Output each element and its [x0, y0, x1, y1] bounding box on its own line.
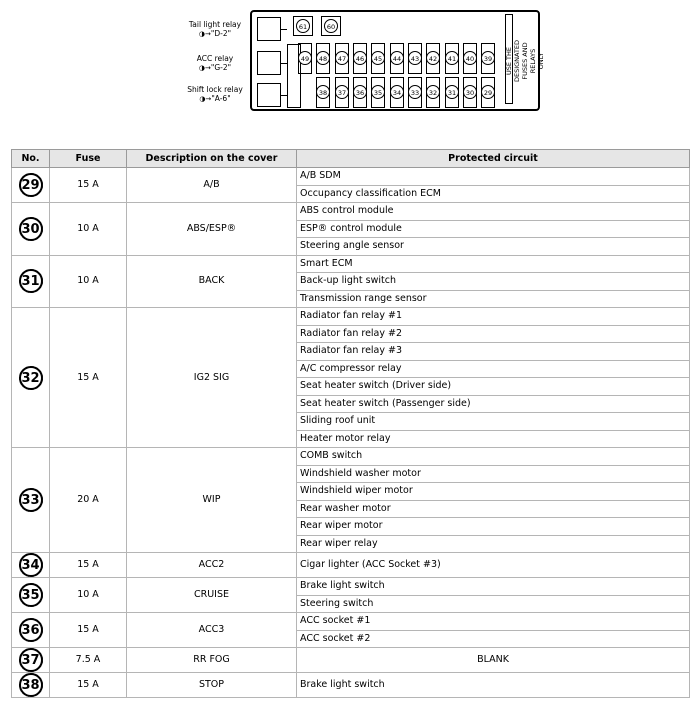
- fuse-number-badge: 35: [19, 583, 43, 607]
- fuse-number-cell: [12, 673, 50, 698]
- fuse-number: 48: [316, 51, 330, 65]
- fuse-number-cell: [12, 448, 50, 553]
- protected-circuit-cell: Sliding roof unit: [297, 413, 690, 431]
- fuse-number: 61: [296, 19, 310, 33]
- protected-circuit-cell: Steering switch: [297, 595, 690, 613]
- fuse-rating-cell: 10 A: [50, 203, 127, 256]
- fuse-number-badge: 30: [19, 217, 43, 241]
- fuse-slot-42: [426, 43, 440, 74]
- fuse-rating-cell: 7.5 A: [50, 648, 127, 673]
- relay-box-acc: [257, 51, 281, 75]
- fuse-slot-49: [298, 43, 312, 74]
- fuse-slot-33: [408, 77, 422, 108]
- fuse-slot-34: [390, 77, 404, 108]
- fuse-number-badge: 33: [19, 488, 43, 512]
- fuse-slot-32: [426, 77, 440, 108]
- protected-circuit-cell: Brake light switch: [297, 673, 690, 698]
- protected-circuit-cell: Brake light switch: [297, 578, 690, 596]
- fuse-slot-44: [390, 43, 404, 74]
- fuse-slot-47: [335, 43, 349, 74]
- protected-circuit-cell: Back-up light switch: [297, 273, 690, 291]
- header-description: Description on the cover: [127, 150, 297, 168]
- protected-circuit-cell: Seat heater switch (Driver side): [297, 378, 690, 396]
- cover-description-cell: ACC2: [127, 553, 297, 578]
- fuse-number: 42: [426, 51, 440, 65]
- fuse-number: 40: [463, 51, 477, 65]
- fuse-number-cell: [12, 203, 50, 256]
- fuse-number-badge: 37: [19, 648, 43, 672]
- fuse-number-cell: [12, 613, 50, 648]
- table-row: [12, 553, 690, 578]
- cover-description-cell: CRUISE: [127, 578, 297, 613]
- fuse-rating-cell: 10 A: [50, 255, 127, 308]
- table-row: [12, 648, 690, 673]
- cover-description-cell: STOP: [127, 673, 297, 698]
- cover-description-cell: RR FOG: [127, 648, 297, 673]
- fuse-number: 31: [445, 85, 459, 99]
- fuse-number: 46: [353, 51, 367, 65]
- fuse-number-badge: 34: [19, 553, 43, 577]
- relay-label-tail-light: [170, 20, 260, 39]
- protected-circuit-cell: ESP® control module: [297, 220, 690, 238]
- relay-label-shift-lock: [170, 85, 260, 104]
- header-fuse: Fuse: [50, 150, 127, 168]
- fuse-number: 30: [463, 85, 477, 99]
- fuse-table: [11, 149, 690, 698]
- fuse-number: 39: [481, 51, 495, 65]
- fuse-number: 29: [481, 85, 495, 99]
- table-header-row: [12, 150, 690, 168]
- protected-circuit-cell: Rear wiper relay: [297, 535, 690, 553]
- relay-name: Tail light relay: [188, 20, 242, 29]
- fuse-table-body: [12, 168, 690, 698]
- relay-lead: [281, 29, 287, 30]
- fuse-number: 35: [371, 85, 385, 99]
- protected-circuit-cell: ACC socket #2: [297, 630, 690, 648]
- fuse-number: 47: [335, 51, 349, 65]
- fuse-number-cell: [12, 578, 50, 613]
- protected-circuit-cell: Radiator fan relay #3: [297, 343, 690, 361]
- relay-box-tail-light: [257, 17, 281, 41]
- fuse-rating-cell: 15 A: [50, 553, 127, 578]
- protected-circuit-cell: Radiator fan relay #1: [297, 308, 690, 326]
- table-row: [12, 168, 690, 186]
- protected-circuit-cell: Occupancy classification ECM: [297, 185, 690, 203]
- fuse-number-badge: 31: [19, 269, 43, 293]
- fuse-number-cell: [12, 168, 50, 203]
- fuse-number: 37: [335, 85, 349, 99]
- fuse-slot-40: [463, 43, 477, 74]
- protected-circuit-cell: Steering angle sensor: [297, 238, 690, 256]
- fuse-slot-41: [445, 43, 459, 74]
- protected-circuit-cell: Heater motor relay: [297, 430, 690, 448]
- protected-circuit-cell: A/C compressor relay: [297, 360, 690, 378]
- protected-circuit-cell: Rear wiper motor: [297, 518, 690, 536]
- fuse-rating-cell: 15 A: [50, 308, 127, 448]
- protected-circuit-cell: Windshield washer motor: [297, 465, 690, 483]
- cover-description-cell: BACK: [127, 255, 297, 308]
- fuse-number-badge: 29: [19, 173, 43, 197]
- fuse-number: 45: [371, 51, 385, 65]
- table-row: [12, 673, 690, 698]
- protected-circuit-cell: ABS control module: [297, 203, 690, 221]
- fuse-slot-61: [293, 16, 313, 36]
- fuse-number: 60: [324, 19, 338, 33]
- table-row: [12, 448, 690, 466]
- relay-name: ACC relay: [196, 54, 234, 63]
- table-row: [12, 613, 690, 631]
- fuse-number: 49: [298, 51, 312, 65]
- fuse-number: 33: [408, 85, 422, 99]
- relay-code: ◑→ "G-2": [170, 63, 260, 73]
- protected-circuit-cell: ACC socket #1: [297, 613, 690, 631]
- fuse-slot-60: [321, 16, 341, 36]
- table-row: [12, 255, 690, 273]
- protected-circuit-cell: Radiator fan relay #2: [297, 325, 690, 343]
- fuse-box-diagram: [0, 0, 700, 140]
- fuse-number: 41: [445, 51, 459, 65]
- fuse-number-cell: [12, 553, 50, 578]
- header-protected-circuit: Protected circuit: [297, 150, 690, 168]
- fuse-slot-30: [463, 77, 477, 108]
- relay-code: ◑→ "D-2": [170, 29, 260, 39]
- protected-circuit-cell: Cigar lighter (ACC Socket #3): [297, 553, 690, 578]
- cover-description-cell: ACC3: [127, 613, 297, 648]
- fuse-number-badge: 38: [19, 673, 43, 697]
- cover-description-cell: WIP: [127, 448, 297, 553]
- fuse-number: 34: [390, 85, 404, 99]
- header-no: No.: [12, 150, 50, 168]
- fuse-number: 44: [390, 51, 404, 65]
- fuse-rating-cell: 10 A: [50, 578, 127, 613]
- relay-name: Shift lock relay: [187, 85, 243, 94]
- cover-description-cell: A/B: [127, 168, 297, 203]
- fuse-rating-cell: 15 A: [50, 673, 127, 698]
- fuse-number: 43: [408, 51, 422, 65]
- fuse-number-cell: [12, 308, 50, 448]
- cover-description-cell: IG2 SIG: [127, 308, 297, 448]
- fuse-number-cell: [12, 255, 50, 308]
- fuse-slot-36: [353, 77, 367, 108]
- fuse-rating-cell: 15 A: [50, 168, 127, 203]
- table-row: [12, 203, 690, 221]
- fuse-number: 32: [426, 85, 440, 99]
- cover-description-cell: ABS/ESP®: [127, 203, 297, 256]
- fuse-slot-29: [481, 77, 495, 108]
- relay-box-shift-lock: [257, 83, 281, 107]
- fuse-rating-cell: 20 A: [50, 448, 127, 553]
- fuse-number-cell: [12, 648, 50, 673]
- fuse-number: 38: [316, 85, 330, 99]
- fuse-slot-39: [481, 43, 495, 74]
- protected-circuit-cell: Smart ECM: [297, 255, 690, 273]
- relay-label-acc: [170, 54, 260, 73]
- fuse-slot-37: [335, 77, 349, 108]
- designated-fuses-note: [505, 16, 546, 106]
- fuse-number-badge: 36: [19, 618, 43, 642]
- relay-code: ◑→ "A-6": [170, 94, 260, 104]
- note-text: USE THE DESIGNATED FUSES AND RELAYS ONLY: [505, 39, 546, 83]
- fuse-slot-45: [371, 43, 385, 74]
- protected-circuit-cell: Transmission range sensor: [297, 290, 690, 308]
- fuse-number-badge: 32: [19, 366, 43, 390]
- fuse-number: 36: [353, 85, 367, 99]
- table-row: [12, 578, 690, 596]
- fuse-slot-46: [353, 43, 367, 74]
- protected-circuit-cell: Windshield wiper motor: [297, 483, 690, 501]
- protected-circuit-cell: Rear washer motor: [297, 500, 690, 518]
- table-row: [12, 308, 690, 326]
- fuse-rating-cell: 15 A: [50, 613, 127, 648]
- fuse-slot-48: [316, 43, 330, 74]
- protected-circuit-cell: COMB switch: [297, 448, 690, 466]
- fuse-slot-35: [371, 77, 385, 108]
- protected-circuit-cell: Seat heater switch (Passenger side): [297, 395, 690, 413]
- fuse-slot-38: [316, 77, 330, 108]
- protected-circuit-cell: A/B SDM: [297, 168, 690, 186]
- protected-circuit-cell: BLANK: [297, 648, 690, 673]
- fuse-slot-31: [445, 77, 459, 108]
- fuse-slot-43: [408, 43, 422, 74]
